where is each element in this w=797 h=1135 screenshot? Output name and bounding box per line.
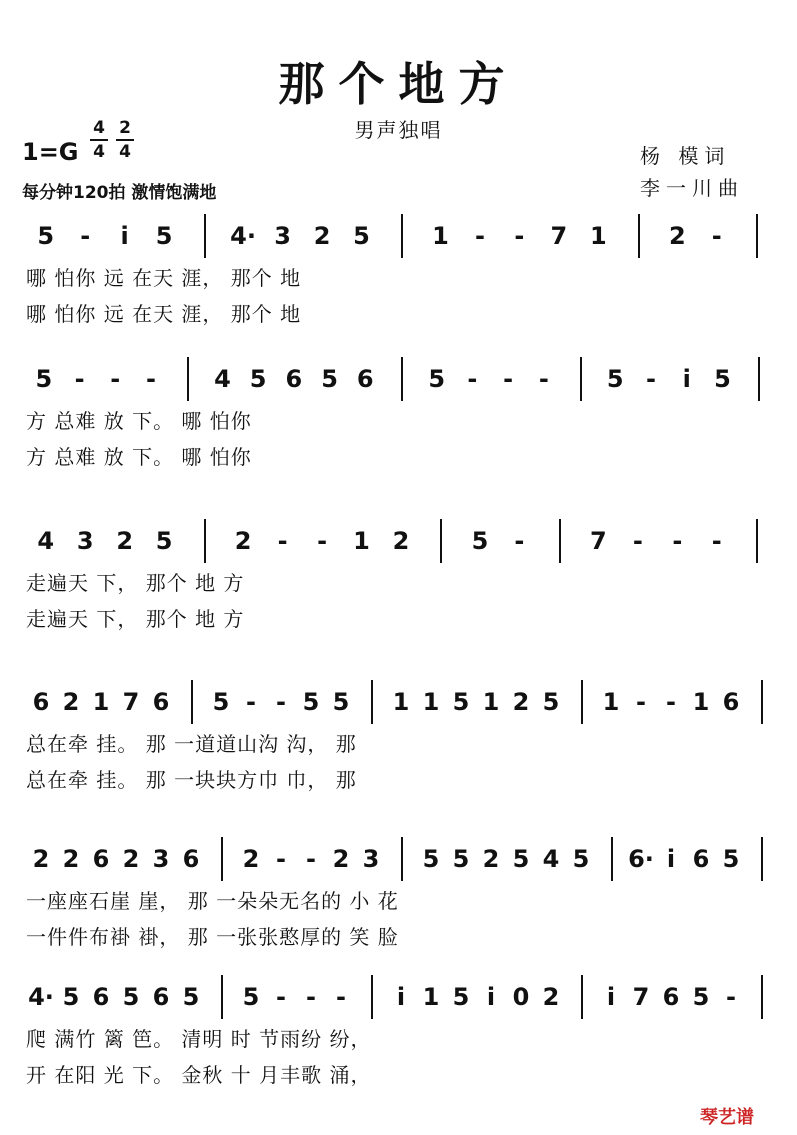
note: - [514,222,525,250]
note: 6· [628,845,654,873]
note: 4 [214,365,231,393]
note: 5 [37,222,55,250]
note: 5 [155,527,173,555]
note: 3 [76,527,94,555]
note: 5 [452,688,470,716]
note: - [467,365,478,393]
composer-credit: 李一川曲 [640,176,744,200]
barline [611,837,613,881]
note: 5 [155,222,173,250]
note: 1 [353,527,370,555]
lyrics-verse-1: 总在牵 挂。 那 一道道山沟 沟， 那 [26,732,357,756]
barline [221,975,223,1019]
note: i [396,983,406,1011]
page-title: 那个地方 [278,57,519,111]
note: 2 [332,845,350,873]
note: 5 [542,688,560,716]
note: 5 [422,845,440,873]
barline [401,837,403,881]
lyricist-credit: 杨 模词 [640,144,731,168]
time-signature-1: 4 4 [90,118,108,162]
note: 5 [692,983,710,1011]
note: 7 [632,983,650,1011]
note: - [317,527,328,555]
note: - [726,983,736,1011]
key-signature: 1=G [22,138,79,166]
note: 7 [122,688,140,716]
note: - [503,365,514,393]
lyrics-verse-1: 哪 怕你 远 在天 涯， 那个 地 [26,266,302,290]
note: 2 [116,527,134,555]
note: - [74,365,85,393]
barline [401,214,403,258]
note: 2 [392,527,410,555]
watermark-logo: 琴艺谱 [700,1107,754,1128]
note: 2 [668,222,686,250]
note: 6 [285,365,303,393]
note: 5 [714,365,731,393]
tempo-marking: 每分钟120拍 激情饱满地 [22,183,217,203]
note: 1 [602,688,620,716]
note: - [672,527,683,555]
note: 4· [230,222,256,250]
time-signature-2: 2 4 [116,118,134,162]
note: 5 [452,845,470,873]
note: - [306,983,316,1011]
note: 3 [274,222,291,250]
note: 6 [182,845,200,873]
lyrics-verse-1: 爬 满竹 篱 笆。 清明 时 节雨纷 纷， [26,1027,372,1051]
note: 2 [242,845,260,873]
note: 6 [92,983,110,1011]
barline [756,519,758,563]
note: - [276,688,286,716]
note: 5 [212,688,230,716]
note: 5 [332,688,350,716]
note: - [666,688,676,716]
note: 7 [590,527,607,555]
note: - [474,222,485,250]
note: - [632,527,643,555]
barline [559,519,561,563]
note: 0 [512,983,530,1011]
note: 7 [550,222,568,250]
note: 5 [122,983,140,1011]
note: 6 [152,983,170,1011]
note: - [110,365,121,393]
barline [761,837,763,881]
note: 5 [572,845,590,873]
lyrics-verse-2: 方 总难 放 下。 哪 怕你 [26,445,252,469]
note: 5 [249,365,267,393]
note: - [711,527,722,555]
note: 3 [152,845,170,873]
note: 5 [512,845,530,873]
barline [581,680,583,724]
barline [204,214,206,258]
lyrics-verse-1: 走遍天 下， 那个 地 方 [26,571,245,595]
note: 2 [122,845,140,873]
barline [761,975,763,1019]
note: 4 [37,527,55,555]
note: i [666,845,676,873]
note: i [486,983,496,1011]
barline [580,357,582,401]
lyrics-verse-2: 总在牵 挂。 那 一块块方巾 巾， 那 [26,768,357,792]
note: 5 [606,365,624,393]
note: - [514,527,525,555]
barline [761,680,763,724]
note: 6 [692,845,710,873]
note: - [306,845,316,873]
note: 5 [428,365,446,393]
note: 5 [321,365,338,393]
note: i [120,222,129,250]
note: 6 [662,983,680,1011]
note: 1 [392,688,410,716]
lyrics-verse-2: 走遍天 下， 那个 地 方 [26,607,245,631]
note: 5 [722,845,740,873]
subtitle: 男声独唱 [354,118,443,142]
note: 5 [452,983,470,1011]
lyrics-verse-2: 一件件布褂 褂， 那 一张张憨厚的 笑 脸 [26,925,399,949]
note: 1 [432,222,449,250]
note: - [80,222,91,250]
lyrics-verse-1: 方 总难 放 下。 哪 怕你 [26,409,252,433]
note: - [711,222,722,250]
note: - [636,688,646,716]
note: 5 [62,983,80,1011]
barline [581,975,583,1019]
note: 1 [590,222,607,250]
lyrics-verse-2: 哪 怕你 远 在天 涯， 那个 地 [26,302,302,326]
note: - [246,688,256,716]
note: - [538,365,549,393]
note: 2 [234,527,252,555]
note: 6 [356,365,374,393]
note: 5 [35,365,53,393]
note: 5 [302,688,320,716]
barline [204,519,206,563]
note: - [336,983,346,1011]
lyrics-verse-1: 一座座石崖 崖， 那 一朵朵无名的 小 花 [26,889,399,913]
barline [758,357,760,401]
note: i [606,983,616,1011]
note: 5 [242,983,260,1011]
note: 4 [542,845,560,873]
lyrics-verse-2: 开 在阳 光 下。 金秋 十 月丰歌 涌， [26,1063,372,1087]
note: 5 [182,983,200,1011]
barline [187,357,189,401]
note: i [682,365,691,393]
note: - [276,845,286,873]
barline [191,680,193,724]
note: 1 [692,688,710,716]
note: 3 [362,845,380,873]
note: 2 [482,845,500,873]
note: 1 [482,688,500,716]
barline [221,837,223,881]
note: 2 [542,983,560,1011]
barline [371,975,373,1019]
note: 2 [32,845,50,873]
note: 6 [32,688,50,716]
barline [401,357,403,401]
note: 6 [152,688,170,716]
note: - [146,365,156,393]
note: - [646,365,656,393]
note: 6 [722,688,740,716]
note: - [276,983,286,1011]
note: 2 [512,688,530,716]
note: 1 [92,688,110,716]
barline [371,680,373,724]
barline [756,214,758,258]
note: 1 [422,983,440,1011]
note: - [277,527,288,555]
note: 1 [422,688,440,716]
barline [638,214,640,258]
note: 5 [471,527,489,555]
note: 2 [62,845,80,873]
note: 2 [313,222,331,250]
note: 6 [92,845,110,873]
note: 2 [62,688,80,716]
note: 5 [353,222,370,250]
barline [440,519,442,563]
note: 4· [28,983,54,1011]
